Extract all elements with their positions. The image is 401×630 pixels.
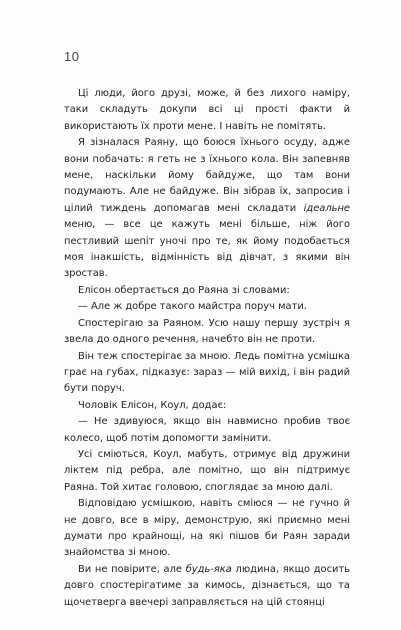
page-number: 10	[64, 49, 80, 64]
paragraph	[64, 496, 350, 562]
italic-text: будь-яка	[185, 563, 232, 575]
text-run: Я зізналася Раяну, що боюся їхнього осуду, адже вони побачать: я геть не з їхнього кола. Він запевняв мене, наскільки йому байдуже, що там вони подумають. Але не байдуже. Він зібрав їх, запросив і цілий тиждень допомагав мені складати	[64, 137, 350, 214]
text-run: людина, якщо досить довго спостерігатиме за кимось, дізнається, що та щочетверга ввечері заправляється на цій стоянці	[64, 563, 350, 608]
paragraph	[64, 562, 350, 611]
paragraph	[64, 414, 350, 447]
paragraph	[64, 283, 350, 299]
italic-text: ідеальне	[303, 202, 350, 214]
text-run: Він теж спостерігає за мною. Ледь помітна усмішка грає на губах, підказує: зараз — мій вихід, і він радий бути поруч.	[64, 350, 350, 395]
text-run: Чоловік Елісон, Коул, додає:	[78, 399, 227, 411]
text-run: Відповідаю усмішкою, навіть сміюся — не гучно й не довго, все в міру, демонструю, які приємно мені думати про крайнощі, на які пішов би Раян заради знайомства зі мною.	[64, 498, 350, 559]
paragraph	[64, 349, 350, 398]
text-run: Ви не повірите, але	[78, 563, 186, 575]
body-text	[64, 86, 350, 611]
paragraph	[64, 299, 350, 315]
paragraph	[64, 447, 350, 496]
text-run: Елісон обертається до Раяна зі словами:	[78, 284, 290, 296]
text-run: Ці люди, його друзі, може, й без лихого наміру, таки складуть докупи всі ці прості факти й використають їх проти мене. І навіть не помітять.	[64, 88, 350, 132]
paragraph	[64, 398, 350, 414]
text-run: Спостерігаю за Раяном. Усю нашу першу зустріч я звела до одного речення, начебто він не проти.	[64, 317, 350, 346]
paragraph	[64, 316, 350, 349]
text-run: — Але ж добре такого майстра поруч мати.	[78, 301, 307, 313]
paragraph	[64, 86, 350, 135]
paragraph	[64, 135, 350, 283]
text-run: меню, — все це кажуть мені більше, ніж його пестливий шепіт уночі про те, як йому подобається моя інакшість, відмінність від дівчат, з якими він зростав.	[64, 219, 350, 280]
text-run: Усі сміються, Коул, мабуть, отримує від дружини ліктем під ребра, але помітно, що він підтримує Раяна. Той хитає головою, споглядає за мною далі.	[64, 448, 350, 493]
text-run: — Не здивуюся, якщо він навмисно пробив твоє колесо, щоб потім допомогти замінити.	[64, 416, 350, 444]
